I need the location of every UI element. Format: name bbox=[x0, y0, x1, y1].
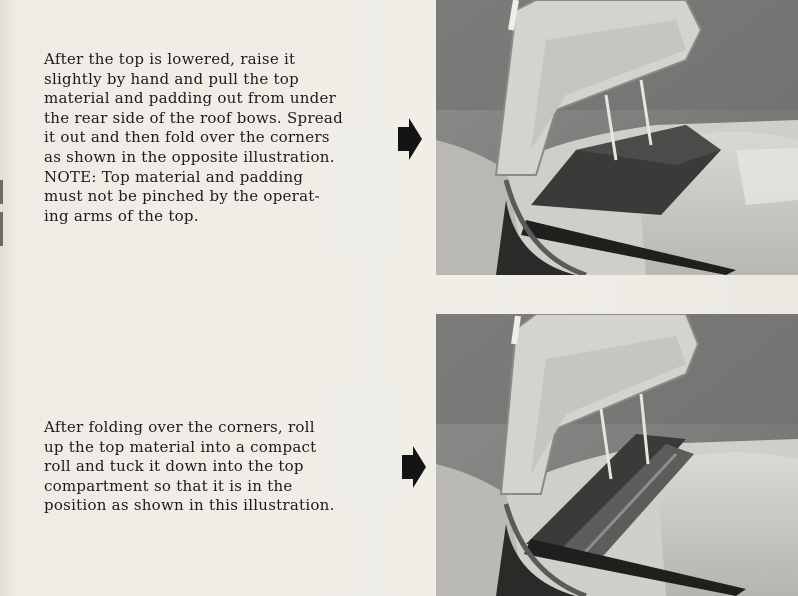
text-line: compartment so that it is in the bbox=[44, 476, 293, 495]
text-line: must not be pinched by the operat- bbox=[44, 187, 320, 206]
right-arrow-icon bbox=[402, 446, 426, 488]
illustration-photo-2 bbox=[436, 314, 798, 596]
instruction-text-1 bbox=[44, 50, 394, 226]
text-line: roll and tuck it down into the top bbox=[44, 457, 304, 476]
instruction-text-2 bbox=[44, 418, 394, 516]
text-line: material and padding out from under bbox=[44, 89, 337, 108]
text-line: slightly by hand and pull the top bbox=[44, 69, 299, 88]
text-line: it out and then fold over the corners bbox=[44, 128, 330, 147]
text-line: position as shown in this illustration. bbox=[44, 496, 335, 515]
text-line: ing arms of the top. bbox=[44, 206, 199, 225]
text-line: After folding over the corners, roll bbox=[44, 418, 315, 436]
text-line: NOTE: Top material and padding bbox=[44, 167, 304, 186]
binding-mark bbox=[0, 212, 3, 246]
text-line: the rear side of the roof bows. Spread bbox=[44, 108, 343, 127]
text-line: as shown in the opposite illustration. bbox=[44, 147, 335, 166]
binding-mark bbox=[0, 180, 3, 204]
illustration-photo-1 bbox=[436, 0, 798, 275]
right-arrow-icon bbox=[398, 118, 422, 160]
text-line: up the top material into a compact bbox=[44, 437, 317, 456]
text-line: After the top is lowered, raise it bbox=[44, 50, 296, 68]
